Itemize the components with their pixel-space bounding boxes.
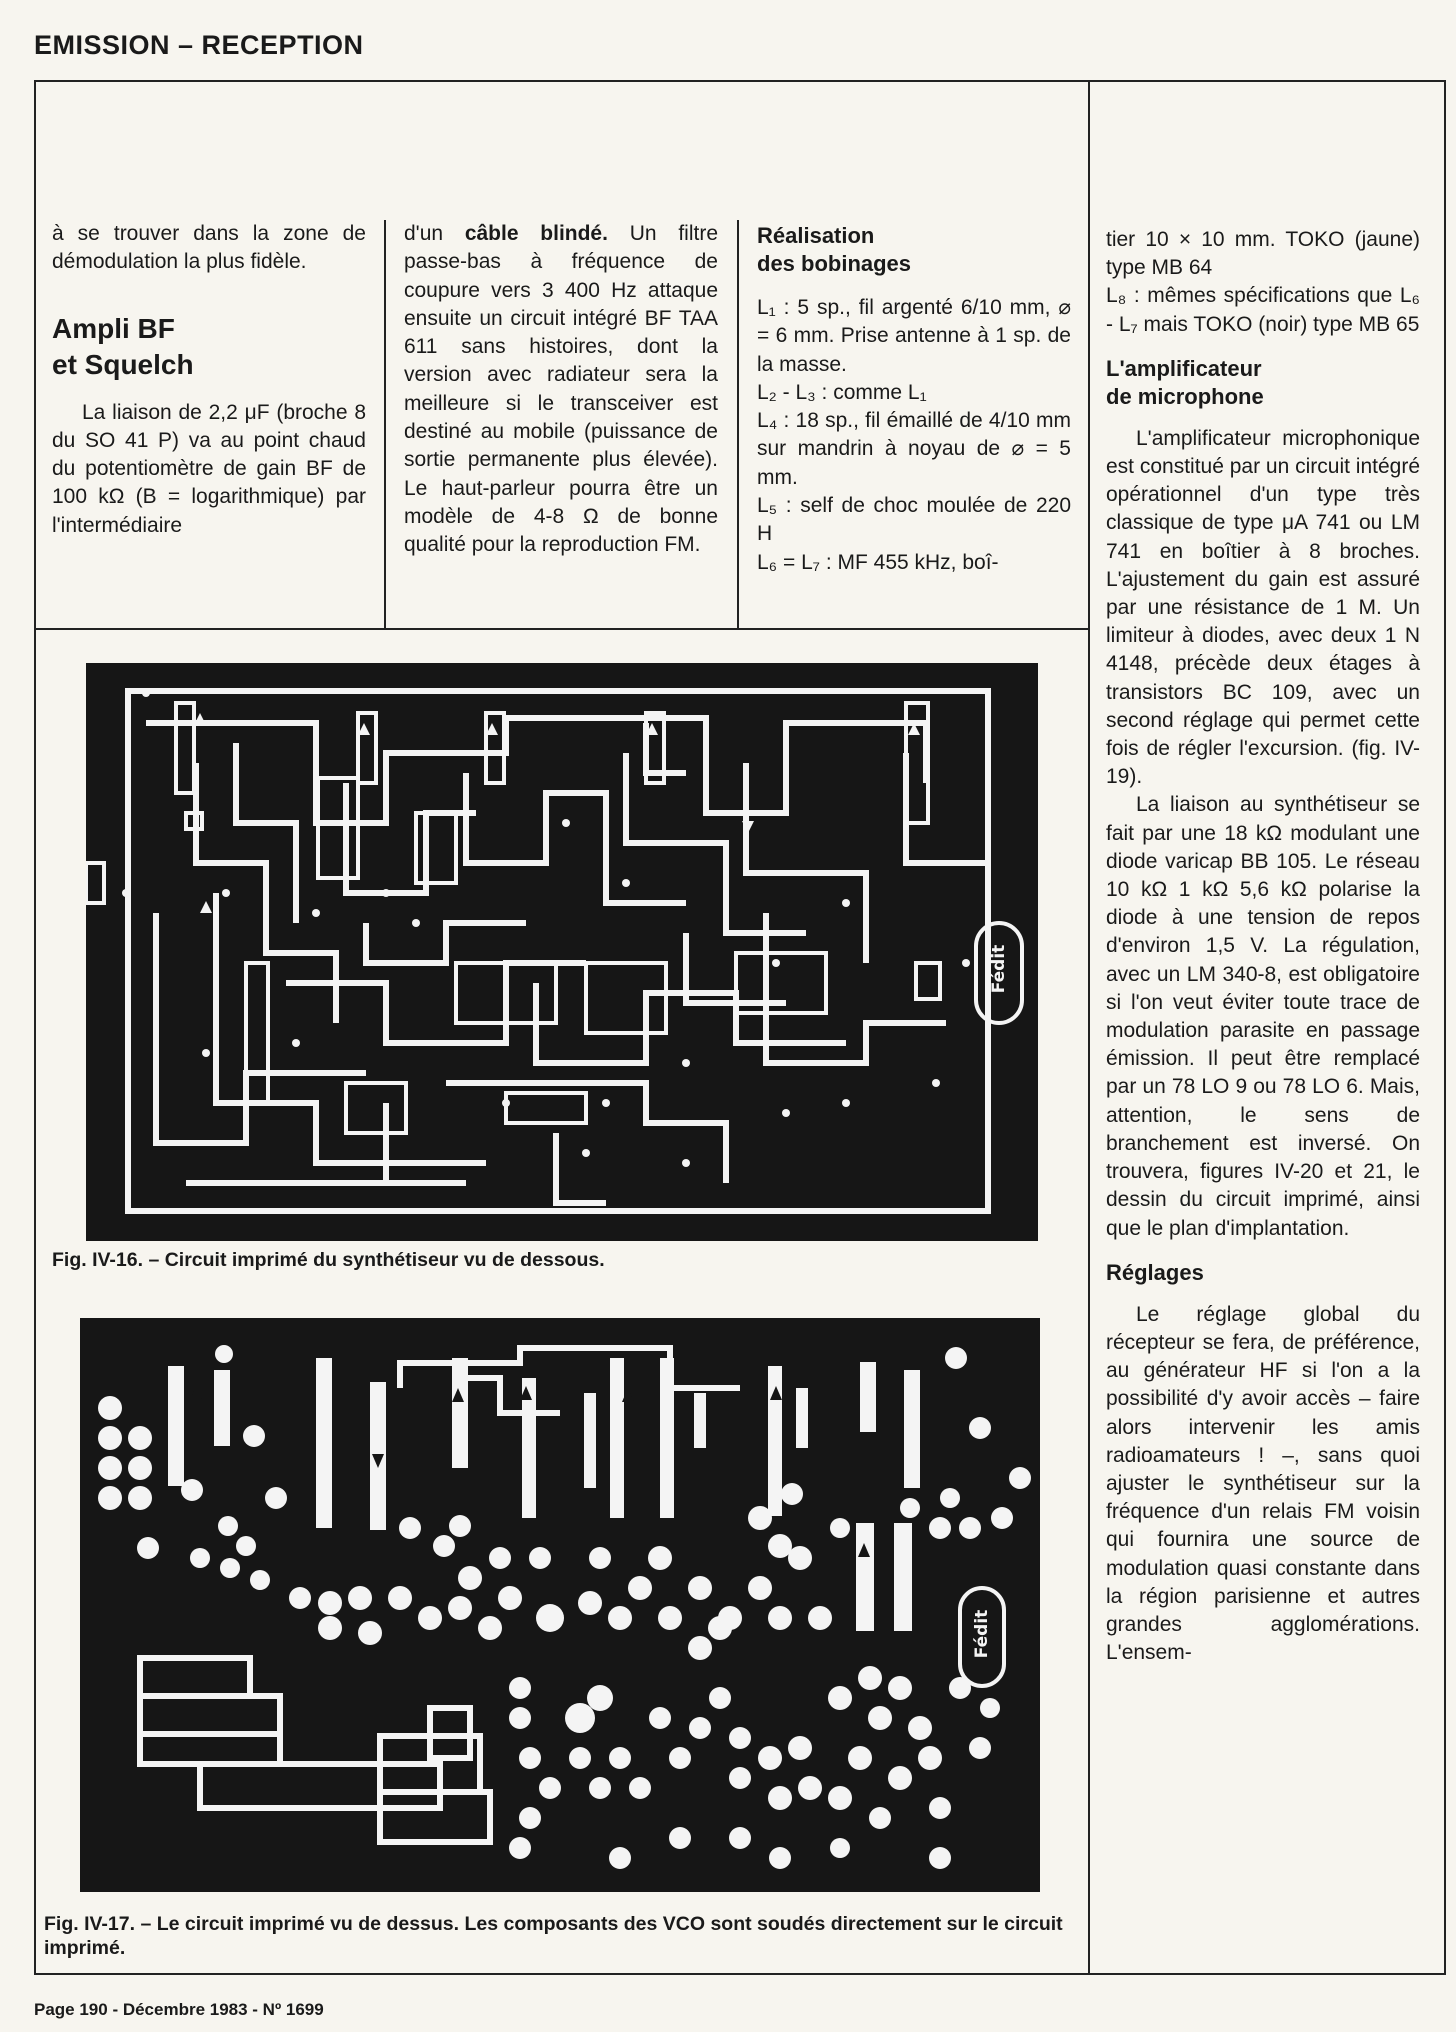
column-1 [52,220,366,540]
col4-heading-1 [1106,355,1420,411]
col4-paragraph-3: L'amplificateur microphonique est constitué par un circuit intégré opérationnel d'un type très classique de type μA 741 ou LM 741 en boîtier à 8 broches. L'ajustement du gain est assuré par une résistance de 1 M. Un limiteur à diodes, avec deux 1 N 4148, précède deux étages à transistors BC 109, avec un second réglage qui permet cette fois de régler l'excursion. (fig. IV-19). [1106,426,1420,789]
col2-text-b: Un filtre passe-bas à fréquence de coupure vers 3 400 Hz attaque ensuite un circuit intégré BF TAA 611 sans histoires, dont la version avec radiateur sera la meilleure si le transceiver est destiné au mobile (puissance de sortie permanente plus élevée). Le haut-parleur pourra être un modèle de 4-8 Ω de bonne qualité pour la reproduction FM. [404,222,718,557]
col1-heading-line1: Ampli BF [52,312,175,344]
pcb-logo-fig16: Fédit [989,944,1009,994]
coil-spec-l2: L₂ - L₃ : comme L₁ [757,380,927,404]
coil-spec-l1: L₁ : 5 sp., fil argenté 6/10 mm, ⌀ = 6 mm. Prise antenne à 1 sp. de la masse. [757,296,1071,376]
col3-heading-line2: des bobinages [757,251,912,276]
col4-paragraph-2: L₈ : mêmes spécifications que L₆ - L₇ mais TOKO (noir) type MB 65 [1106,284,1420,336]
col4-heading-1-line2: de microphone [1106,383,1264,409]
pcb-pads-top [80,1318,1040,1892]
col1-paragraph-1: à se trouver dans la zone de démodulation la plus fidèle. [52,222,366,274]
col1-paragraph-2: La liaison de 2,2 μF (broche 8 du SO 41 P) va au point chaud du potentiomètre de gain BF de 100 kΩ (B = logarithmique) par l'intermédiaire [52,400,366,537]
col4-paragraph-4: La liaison au synthétiseur se fait par une 18 kΩ modulant une diode varicap BB 105. Le réseau 10 kΩ 1 kΩ 5,6 kΩ polarise la diode à une tension de repos d'environ 1,5 V. La régulation, avec un LM 340-8, est obligatoire si l'on veut éviter toute trace de modulation parasite en passage émission. Il peut être remplacé par un 78 LO 9 ou 78 LO 6. Mais, attention, le sens de branchement est inversé. On trouvera, figures IV-20 et 21, le dessin du circuit imprimé, ainsi que le plan d'implantation. [1106,793,1420,1240]
figure-iv-16-pcb [86,663,1038,1241]
col3-heading-line1: Réalisation [757,223,875,248]
column-rule-1 [384,220,386,630]
coil-spec-l6-l7: L₆ = L₇ : MF 455 kHz, boî- [757,550,999,574]
col2-text-a: d'un [404,222,465,245]
figure-iv-17-pcb [80,1318,1040,1892]
pcb-traces-bottom [86,663,1038,1241]
col1-heading [52,311,366,383]
coil-spec-l4: L₄ : 18 sp., fil émaillé de 4/10 mm sur mandrin à noyau de ⌀ = 5 mm. [757,409,1071,489]
pcb-logo-fig17: Fédit [972,1609,992,1659]
col4-heading-1-line1: L'amplificateur [1106,355,1262,381]
col4-paragraph-5: Le réglage global du récepteur se fera, de préférence, au générateur HF si l'on a la possibilité d'y avoir accès – faire alors intervenir les amis radioamateurs ! –, sans quoi ajuster le synthétiseur sur la fréquence d'un relais FM voisin qui fournira une source de modulation quasi constante dans la région parisienne et autres grandes agglomérations. L'ensem- [1106,1302,1420,1665]
coil-spec-l5: L₅ : self de choc moulée de 220 H [757,494,1071,546]
col4-heading-2: Réglages [1106,1259,1204,1285]
column-2 [404,220,718,560]
column-rule-3 [1088,220,1090,1975]
col2-bold-text: câble blindé. [464,222,608,245]
col1-heading-line2: et Squelch [52,348,194,380]
page-footer: Page 190 - Décembre 1983 - Nº 1699 [34,2000,324,2019]
column-3 [757,222,1071,577]
col3-heading [757,222,1071,278]
running-header: EMISSION – RECEPTION [34,30,364,60]
col2-paragraph-1 [404,220,718,560]
column-rule-2 [737,220,739,630]
col4-paragraph-1: tier 10 × 10 mm. TOKO (jaune) type MB 64 [1106,228,1420,280]
figure-iv-17-caption: Fig. IV-17. – Le circuit imprimé vu de dessus. Les composants des VCO sont soudés directement sur le circuit imprimé. [44,1913,1063,1959]
figure-iv-16-caption: Fig. IV-16. – Circuit imprimé du synthétiseur vu de dessous. [52,1249,605,1271]
column-4 [1106,226,1420,1667]
